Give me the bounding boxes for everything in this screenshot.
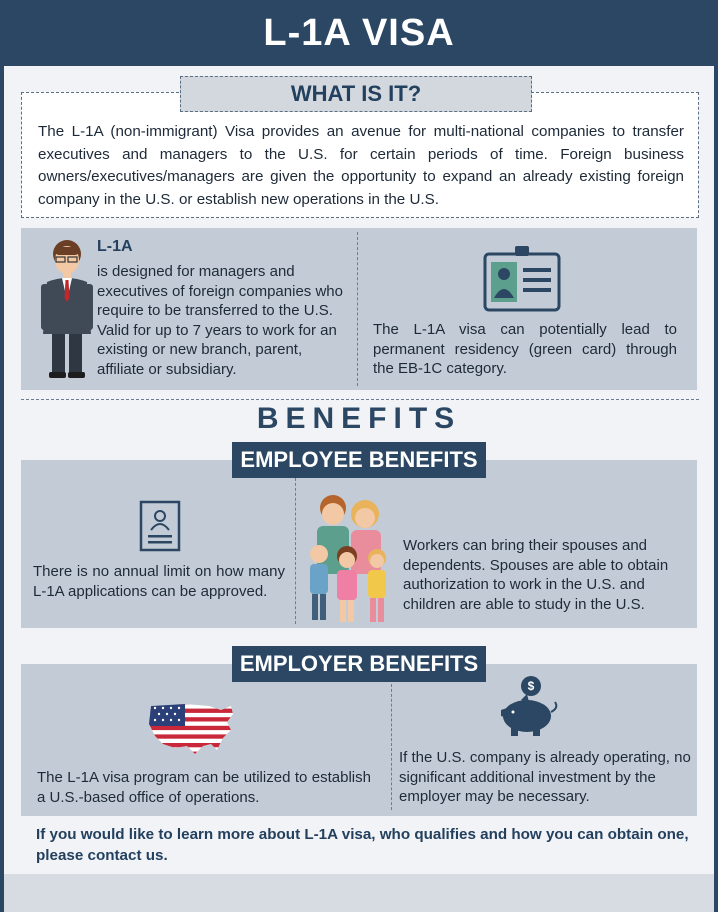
id-card-icon <box>483 246 561 312</box>
title-bar <box>0 0 718 66</box>
contact-cta: If you would like to learn more about L-1A visa, who qualifies and how you can obtain one, please contact us. <box>36 826 689 864</box>
family-icon <box>303 492 399 624</box>
infographic-body <box>4 66 714 912</box>
l1a-description: is designed for managers and executives of foreign companies who require to be transferred to the U.S. Valid for up to 7 years to work for an existing or new branch, parent, affiliate or subsidiary. <box>97 263 343 378</box>
document-icon <box>139 500 183 552</box>
employee-divider <box>295 478 296 624</box>
page-title: L-1A VISA <box>263 12 455 54</box>
what-is-it-tab <box>180 76 532 112</box>
green-card-text: The L-1A visa can potentially lead to permanent residency (green card) through the EB-1C category. <box>373 321 677 378</box>
footer-band <box>4 874 714 912</box>
employer-left-text: The L-1A visa program can be utilized to establish a U.S.-based office of operations. <box>37 769 371 806</box>
section-divider <box>21 399 699 400</box>
what-is-it-text: The L-1A (non-immigrant) Visa provides an avenue for multi-national companies to transfer executives and managers to the U.S. for certain periods of time. Foreign business owners/executives/managers are given the opportunity to expand an already existing foreign company in the U.S. or establish new operations in the U.S. <box>38 123 684 208</box>
employer-right-text: If the U.S. company is already operating, no significant additional investment by the employer may be necessary. <box>399 749 691 806</box>
employer-divider <box>391 684 392 810</box>
employee-left-text: There is no annual limit on how many L-1A applications can be approved. <box>33 563 285 600</box>
employer-benefits-panel <box>21 664 697 816</box>
piggy-bank-icon <box>497 674 563 738</box>
employee-benefits-panel <box>21 460 697 628</box>
employee-right-text: Workers can bring their spouses and dependents. Spouses are able to obtain authorization to work in the U.S. and children are able to study in the U.S. <box>403 537 669 613</box>
svg-text:$: $ <box>527 679 535 693</box>
businessman-icon <box>37 238 97 380</box>
employee-benefits-tag: EMPLOYEE BENEFITS <box>232 442 486 478</box>
info-divider <box>357 232 358 386</box>
info-panel <box>21 228 697 390</box>
benefits-heading: BENEFITS <box>256 402 462 435</box>
us-flag-map-icon <box>147 700 235 756</box>
employer-benefits-tag: EMPLOYER BENEFITS <box>232 646 486 682</box>
what-is-it-heading: WHAT IS IT? <box>290 81 422 106</box>
l1a-label: L-1A <box>97 238 133 255</box>
